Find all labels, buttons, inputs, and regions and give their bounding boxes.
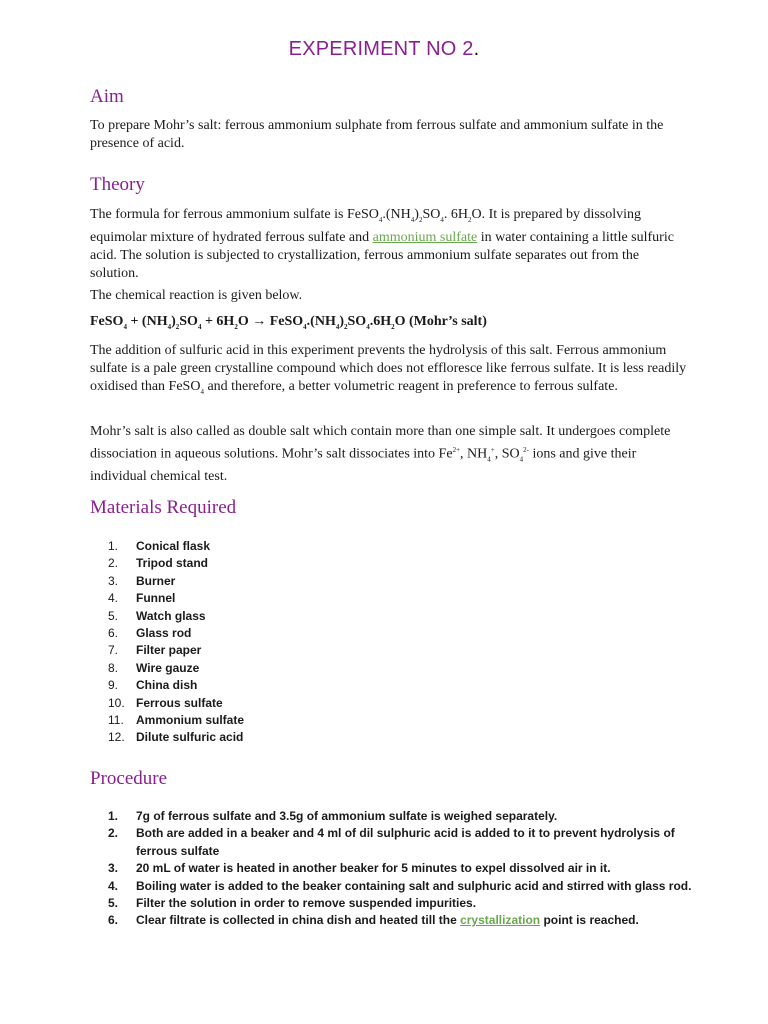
theory-paragraph-3: The addition of sulfuric acid in this experiment prevents the hydrolysis of this salt. Ferrous ammonium sulfate is a pale green crystalline compound which does not effloresce like ferrous sulfate. It is less readily oxidised than FeSO$_4$ and therefore, a better volumetric reagent in preference to ferrous sulfate. bbox=[90, 343, 687, 396]
theory-paragraph-1: The formula for ferrous ammonium sulfate is $FeSO_4.(NH_4)_2SO_4$. $6H_2O$. It is prepared by dissolving equimolar mixture of hydrated ferrous sulfate and ammonium sulfate in water containing a little sulfuric acid. The solution is subjected to crystallization, ferrous ammonium sulfate separates out from the solution. bbox=[90, 207, 674, 281]
list-item: 2. Tripod stand bbox=[108, 556, 208, 571]
list-item: 3. Burner bbox=[108, 573, 176, 588]
list-item: 1. 7g of ferrous sulfate and 3.5g of ammonium sulfate is weighed separately. bbox=[108, 809, 558, 823]
list-item: 5. Watch glass bbox=[108, 608, 206, 623]
materials-list bbox=[108, 538, 244, 747]
theory-heading: Theory bbox=[90, 174, 145, 195]
aim-text: To prepare Mohr’s salt: ferrous ammonium sulphate from ferrous sulfate and ammonium sulfate in the presence of acid. bbox=[90, 118, 664, 151]
aim-heading: Aim bbox=[90, 86, 124, 107]
list-item: 4. Boiling water is added to the beaker containing salt and sulphuric acid and stirred with glass rod. bbox=[108, 878, 692, 893]
list-item: 6. Clear filtrate is collected in china dish and heated till the crystallization point is reached. bbox=[108, 913, 639, 928]
theory-paragraph-4: Mohr’s salt is also called as double salt which contain more than one simple salt. It undergoes complete dissociation in aqueous solutions. Mohr’s salt dissociates into $Fe^{2+}$, $NH_4^+$, $SO_4^{2-}$ ions and give their individual chemical test. bbox=[90, 424, 671, 485]
ammonium-sulfate-link[interactable]: ammonium sulfate bbox=[372, 229, 478, 245]
crystallization-link[interactable]: crystallization bbox=[460, 913, 541, 928]
theory-paragraph-2: The chemical reaction is given below. bbox=[90, 288, 303, 303]
list-item: 3. 20 mL of water is heated in another beaker for 5 minutes to expel dissolved air in it. bbox=[108, 861, 611, 876]
list-item: 9. China dish bbox=[108, 678, 198, 693]
list-item: 11. Ammonium sulfate bbox=[108, 713, 245, 728]
list-item: 10. Ferrous sulfate bbox=[108, 695, 223, 710]
list-item: 6. Glass rod bbox=[108, 626, 192, 641]
list-item: 1. Conical flask bbox=[108, 539, 211, 553]
materials-heading: Materials Required bbox=[90, 497, 237, 518]
title-text: EXPERIMENT NO 2 bbox=[288, 38, 474, 60]
list-item: 12. Dilute sulfuric acid bbox=[108, 730, 244, 745]
chemical-equation: FeSO$_4$ + $(NH_4)_2SO_4 + 6H_2O$ → $FeSO_4.(NH_4)_2SO_4.6H_2O$ (Mohr’s salt) bbox=[90, 314, 487, 331]
list-item: 4. Funnel bbox=[108, 591, 176, 606]
list-item: 8. Wire gauze bbox=[108, 660, 200, 675]
list-item: 2. Both are added in a beaker and 4 ml of dil sulphuric acid is added to it to prevent hydrolysis of ferrous sulfate bbox=[108, 826, 675, 858]
page-title bbox=[0, 38, 768, 61]
title-dot: . bbox=[473, 38, 480, 60]
list-item: 5. Filter the solution in order to remove suspended impurities. bbox=[108, 896, 477, 911]
list-item: 7. Filter paper bbox=[108, 643, 202, 658]
procedure-heading: Procedure bbox=[90, 768, 168, 789]
procedure-list bbox=[108, 808, 698, 930]
